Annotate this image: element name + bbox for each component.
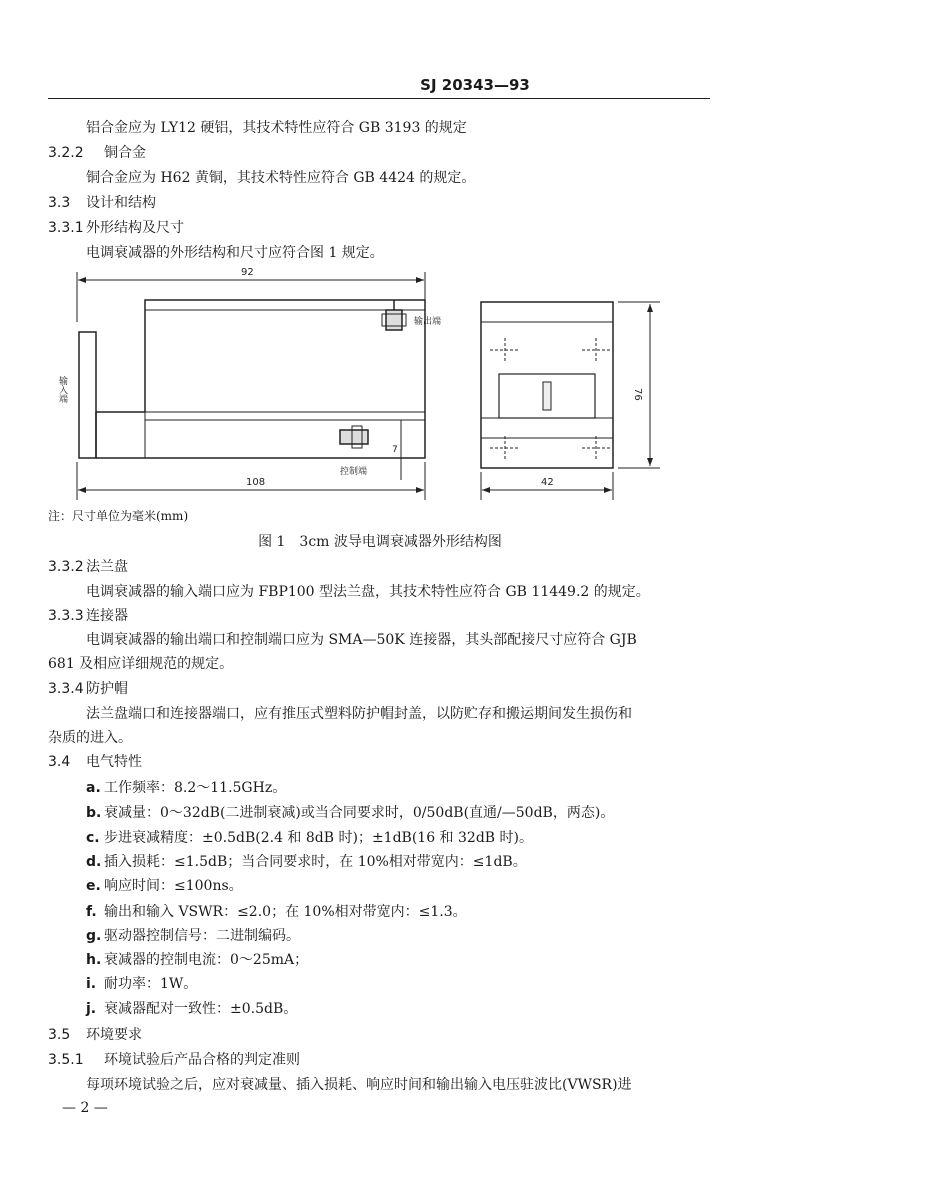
output-connector [386,310,402,330]
section-3-5: 3.5 环境要求 [48,1027,142,1043]
arrow-head [416,487,424,493]
doc-header: SJ 20343—93 [420,76,530,94]
paragraph-3-3-3-line2: 681 及相应详细规范的规定。 [48,656,234,672]
list-item: f. 输出和输入 VSWR：≤2.0；在 10%相对带宽内：≤1.3。 [86,904,467,920]
list-item: e. 响应时间：≤100ns。 [86,878,243,894]
label-input-port: 输入端 [57,376,67,403]
paragraph-copper: 铜合金应为 H62 黄铜，其技术特性应符合 GB 4424 的规定。 [86,170,476,186]
section-3-3-1: 3.3.1 外形结构及尺寸 [48,220,184,236]
arrow-head [604,487,612,493]
list-item: c. 步进衰减精度：±0.5dB(2.4 和 8dB 时)；±1dB(16 和 32dB 时)。 [86,830,533,846]
dim-label-108: 108 [246,477,266,488]
section-3-3-2: 3.3.2 法兰盘 [48,559,128,575]
paragraph-aluminum: 铝合金应为 LY12 硬铝，其技术特性应符合 GB 3193 的规定 [86,120,467,136]
list-item: a. 工作频率：8.2～11.5GHz。 [86,780,287,796]
label-control-port: 控制端 [340,467,368,477]
figure-caption: 图 1 3cm 波导电调衰减器外形结构图 [258,534,502,550]
paragraph-3-3-2: 电调衰减器的输入端口应为 FBP100 型法兰盘，其技术特性应符合 GB 11449.2 的规定。 [86,584,650,600]
list-item: g. 驱动器控制信号：二进制编码。 [86,928,300,944]
arrow-head [78,487,86,493]
list-item: b. 衰减量：0～32dB(二进制衰减)或当合同要求时，0/50dB(直通/—50dB，两态)。 [86,805,615,821]
figure-1-drawing [0,262,950,524]
list-item: i. 耐功率：1W。 [86,976,198,992]
dim-label-92: 92 [241,267,254,278]
arrow-head [482,487,490,493]
arrow-head [647,304,653,312]
section-3-4: 3.4 电气特性 [48,754,142,770]
section-3-3-4: 3.3.4 防护帽 [48,681,128,697]
side-view-connector [543,382,551,410]
flange-plate [79,332,96,458]
paragraph-3-3-3-line1: 电调衰减器的输出端口和控制端口应为 SMA—50K 连接器，其头部配接尺寸应符合 GJB [86,632,637,648]
paragraph-3-5-1: 每项环境试验之后，应对衰减量、插入损耗、响应时间和输出输入电压驻波比(VWSR)进 [86,1077,632,1093]
paragraph-3-3-4-line1: 法兰盘端口和连接器端口，应有推压式塑料防护帽封盖，以防贮存和搬运期间发生损伤和 [86,706,632,722]
label-output-port: 输出端 [414,317,442,327]
dim-label-76: 76 [632,388,643,401]
paragraph-3-3-4-line2: 杂质的进入。 [48,730,132,746]
list-item: h. 衰减器的控制电流：0～25mA； [86,952,309,968]
figure-note: 注：尺寸单位为毫米(mm) [48,509,189,523]
control-connector [340,430,368,444]
dim-label-7: 7 [392,445,398,455]
section-3-2-2: 3.2.2 铜合金 [48,145,146,161]
arrow-head [647,458,653,466]
bottom-block [145,412,425,458]
page-number: — 2 — [62,1100,108,1116]
header-rule [48,98,710,99]
arrow-head [78,277,86,283]
section-3-5-1: 3.5.1 环境试验后产品合格的判定准则 [48,1052,300,1068]
paragraph-3-3-1: 电调衰减器的外形结构和尺寸应符合图 1 规定。 [86,245,384,261]
list-item: j. 衰减器配对一致性：±0.5dB。 [86,1001,298,1017]
section-3-3-3: 3.3.3 连接器 [48,608,128,624]
dim-label-42: 42 [541,477,554,488]
list-item: d. 插入损耗：≤1.5dB；当合同要求时，在 10%相对带宽内：≤1dB。 [86,854,527,870]
arrow-head [416,277,424,283]
section-3-3: 3.3 设计和结构 [48,195,156,211]
